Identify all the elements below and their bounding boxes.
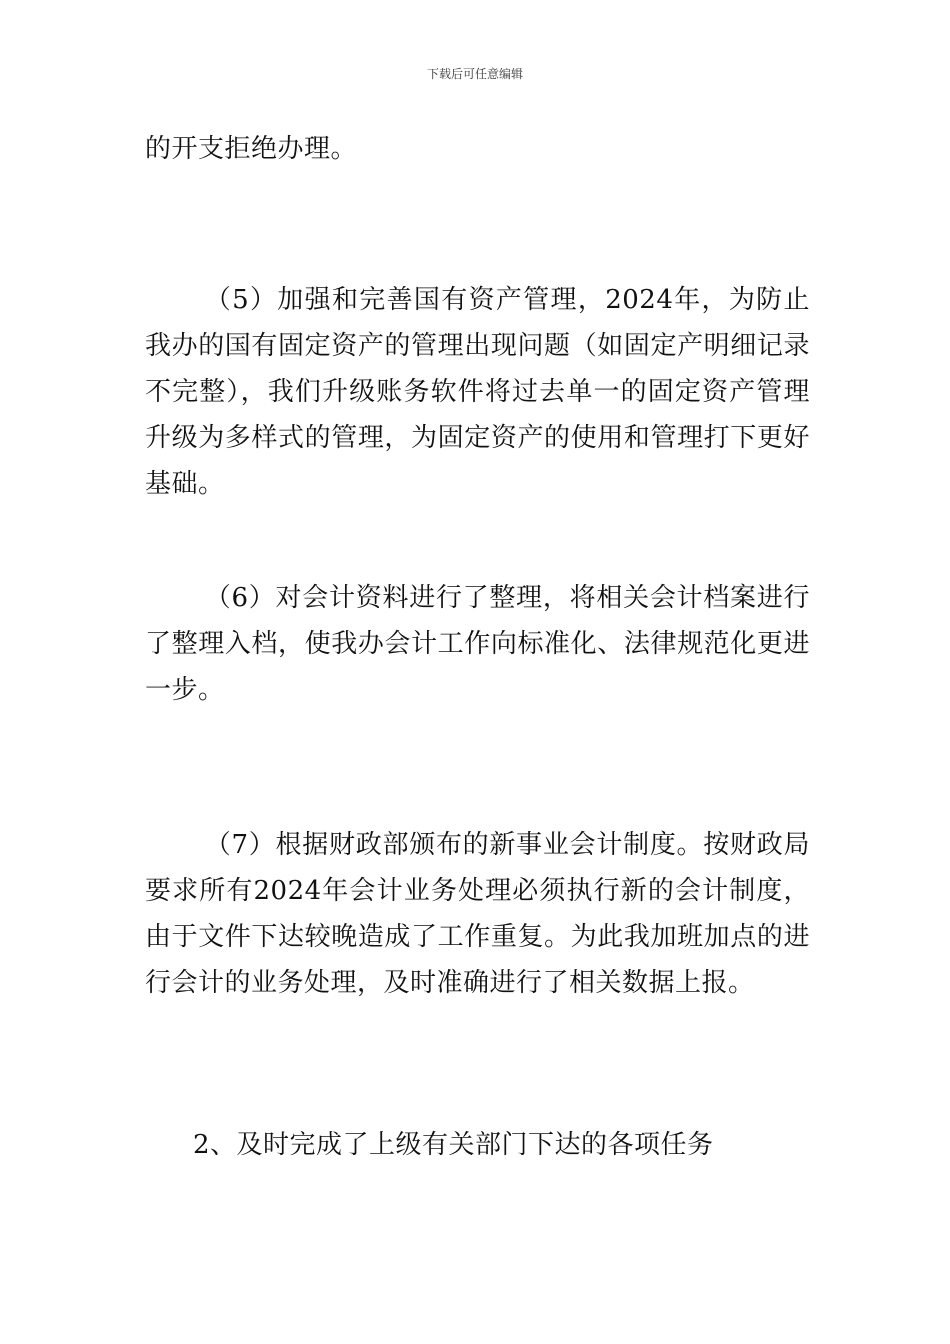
- paragraph-item-6: （6）对会计资料进行了整理，将相关会计档案进行了整理入档，使我办会计工作向标准化、法律规范化更进一步。: [145, 583, 810, 705]
- page-header-note: 下载后可任意编辑: [426, 67, 523, 81]
- section-heading: 2、及时完成了上级有关部门下达的各项任务: [193, 1130, 714, 1160]
- paragraph-item-7: （7）根据财政部颁布的新事业会计制度。按财政局要求所有2024年会计业务处理必须执行新的会计制度，由于文件下达较晚造成了工作重复。为此我加班加点的进行会计的业务处理，及时准确进行了相关数据上报。: [145, 830, 810, 998]
- paragraph-item-5: （5）加强和完善国有资产管理，2024年，为防止我办的国有固定资产的管理出现问题（如固定产明细记录不完整），我们升级账务软件将过去单一的固定资产管理升级为多样式的管理，为固定资产的使用和管理打下更好基础。: [145, 285, 810, 499]
- paragraph-continuation: 的开支拒绝办理。: [145, 134, 358, 164]
